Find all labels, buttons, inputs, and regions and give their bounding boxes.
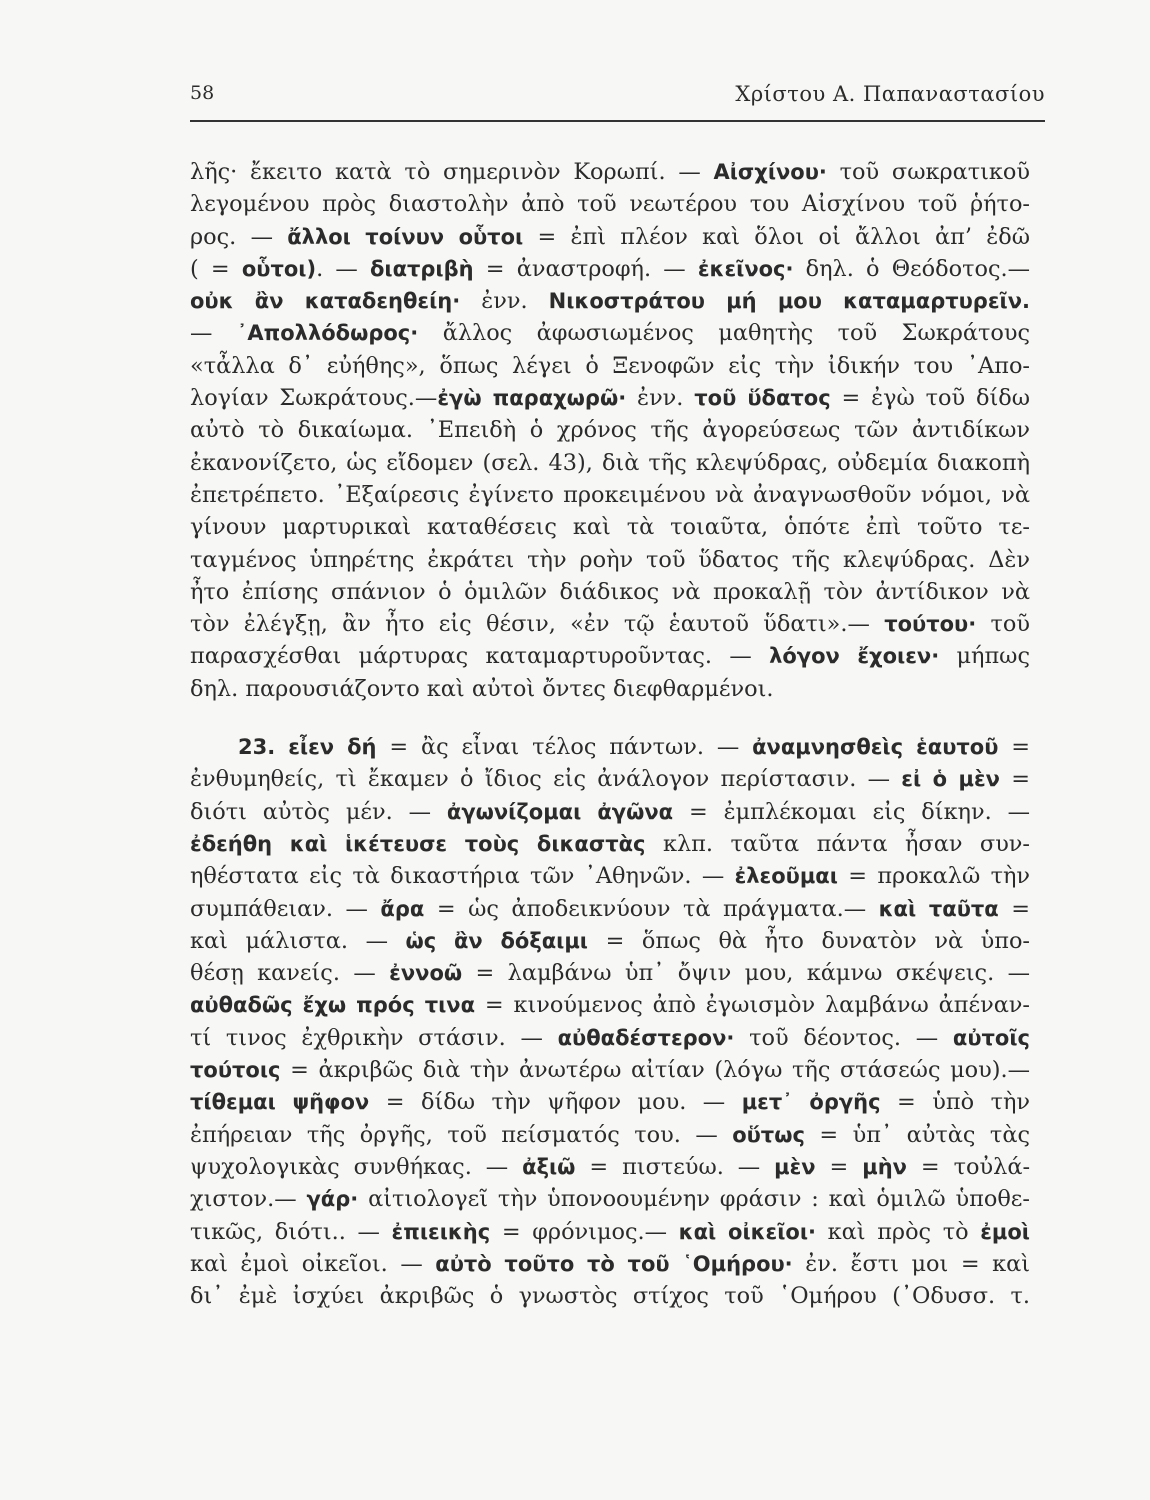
text-run: ταγμένος ὑπηρέτης ἐκράτει τὴν ροὴν τοῦ ὕδατος τῆς κλεψύδρας. Δὲν xyxy=(190,546,1030,573)
text-line xyxy=(190,317,1030,349)
text-line xyxy=(190,156,1030,188)
bold-term: ᾽Απολλόδωρος· xyxy=(236,321,419,346)
paragraph-gap xyxy=(190,705,1030,731)
bold-term: ἄλλοι τοίνυν οὗτοι xyxy=(287,224,524,249)
bold-term: μὲν xyxy=(774,1154,816,1179)
text-run: = ἐμπλέκομαι εἰς δίκην. — xyxy=(673,798,1030,825)
bold-term: μετ᾽ ὀργῆς xyxy=(741,1090,881,1115)
text-run: καὶ ἐμοὶ οἰκεῖοι. — xyxy=(190,1250,436,1277)
text-run: = ἀναστροφή. — xyxy=(473,255,698,282)
text-line xyxy=(190,1280,1030,1312)
text-run: παρασχέσθαι μάρτυρας καταμαρτυροῦντας. — xyxy=(190,643,770,670)
text-line xyxy=(190,1216,1030,1248)
text-run: = ἐπὶ πλέον καὶ ὅλοι οἱ ἄλλοι ἀπ’ ἐδῶ xyxy=(523,223,1030,250)
text-line xyxy=(190,731,1030,763)
text-line xyxy=(190,1054,1030,1086)
text-line xyxy=(190,285,1030,317)
text-run: = xyxy=(815,1153,863,1180)
bold-term: ἐγὼ παραχωρῶ· xyxy=(437,386,627,411)
text-run: ψυχολογικὰς συνθήκας. — xyxy=(190,1153,523,1180)
text-run: ( = xyxy=(190,255,242,282)
bold-term: οὕτως xyxy=(732,1122,805,1147)
text-line xyxy=(190,828,1030,860)
text-run: = ἂς εἶναι τέλος πάντων. — xyxy=(376,734,753,761)
text-line xyxy=(190,1151,1030,1183)
text-run: = προκαλῶ τὴν xyxy=(837,863,1030,890)
text-run: λῆς· ἔκειτο κατὰ τὸ σημερινὸν Κορωπί. — xyxy=(190,159,714,185)
text-line xyxy=(190,640,1030,672)
bold-term: μὴν xyxy=(862,1154,907,1179)
bold-term: Αἰσχίνου· xyxy=(713,160,827,184)
text-line xyxy=(190,253,1030,285)
text-run: = ὡς ἀποδεικνύουν τὰ πράγματα.— xyxy=(424,895,879,922)
text-run: λογίαν Σωκράτους.— xyxy=(190,385,438,412)
text-line xyxy=(190,576,1030,608)
text-run: ἐνν. xyxy=(626,385,695,412)
bold-term: ἀξιῶ xyxy=(522,1154,576,1179)
text-line xyxy=(190,957,1030,989)
bold-term: ἀναμνησθεὶς ἑαυτοῦ xyxy=(752,735,999,760)
text-run: = ὑπ᾽ αὐτὰς τὰς xyxy=(804,1121,1030,1148)
text-line xyxy=(190,447,1030,479)
bold-term: τοῦ ὕδατος xyxy=(694,386,831,411)
bold-term: ἐδεήθη καὶ ἱκέτευσε τοὺς δικαστὰς xyxy=(190,831,646,856)
text-line xyxy=(190,1183,1030,1215)
text-run: ἐπετρέπετο. ᾽Εξαίρεσις ἐγίνετο προκειμένου νὰ ἀναγνωσθοῦν νόμοι, νὰ xyxy=(190,481,1030,508)
text-run: αὐτὸ τὸ δικαίωμα. ᾽Επειδὴ ὁ χρόνος τῆς ἀγορεύσεως τῶν ἀντιδίκων xyxy=(190,417,1030,444)
text-line xyxy=(190,479,1030,511)
bold-term: αὐτὸ τοῦτο τὸ τοῦ ῾Ομήρου· xyxy=(435,1251,793,1276)
text-line xyxy=(190,1086,1030,1118)
text-run: = ὑπὸ τὴν xyxy=(880,1089,1031,1116)
page-header xyxy=(190,82,1045,122)
text-run: = ἀκριβῶς διὰ τὴν ἀνωτέρω αἰτίαν (λόγω τῆς στάσεώς μου).— xyxy=(280,1057,1030,1084)
text-line xyxy=(190,382,1030,414)
text-run: συμπάθειαν. — xyxy=(190,895,381,922)
text-run: — xyxy=(190,320,237,347)
text-run: θέσῃ κανείς. — xyxy=(190,960,390,987)
bold-term: τίθεμαι ψῆφον xyxy=(190,1090,370,1115)
text-run: γίνουν μαρτυρικαὶ καταθέσεις καὶ τὰ τοιαῦτα, ὁπότε ἐπὶ τοῦτο τε- xyxy=(190,514,1030,541)
text-run: διότι αὐτὸς μέν. — xyxy=(190,798,447,825)
body-text xyxy=(190,156,1030,1312)
text-run: = τοὐλά- xyxy=(906,1153,1031,1180)
text-run: ἐνθυμηθείς, τὶ ἔκαμεν ὁ ἴδιος εἰς ἀνάλογον περίστασιν. — xyxy=(190,766,902,793)
text-run: = xyxy=(999,766,1030,793)
bold-term: ἐμοὶ xyxy=(980,1219,1030,1244)
bold-term: ἐκεῖνος· xyxy=(697,256,794,281)
text-line xyxy=(190,860,1030,892)
text-line xyxy=(190,1248,1030,1280)
header-rule xyxy=(190,120,1045,122)
text-line xyxy=(190,511,1030,543)
text-line xyxy=(190,1119,1030,1151)
bold-term: καὶ ταῦτα xyxy=(878,896,999,921)
paragraph-2 xyxy=(190,731,1030,1312)
text-run: ἐν. ἔστι μοι = καὶ xyxy=(792,1250,1031,1277)
text-run: χιστον.— xyxy=(190,1186,307,1213)
bold-term: 23. εἶεν δή xyxy=(238,735,377,760)
text-run: τί τινος ἐχθρικὴν στάσιν. — xyxy=(190,1024,558,1051)
bold-term: ὡς ἂν δόξαιμι xyxy=(405,928,588,953)
text-run: ἐπήρειαν τῆς ὀργῆς, τοῦ πείσματός του. — xyxy=(190,1121,733,1148)
text-run: ἐνν. xyxy=(460,288,549,315)
bold-term: οὗτοι) xyxy=(241,256,317,281)
bold-term: ἐπιεικὴς xyxy=(391,1219,491,1244)
text-line xyxy=(190,1022,1030,1054)
text-run: δηλ. ὁ Θεόδοτος.— xyxy=(793,255,1031,282)
bold-term: λόγον ἔχοιεν· xyxy=(769,644,940,669)
text-line xyxy=(190,188,1030,220)
text-run: . — xyxy=(316,255,370,282)
bold-term: Νικοστράτου μή μου καταμαρτυρεῖν. xyxy=(548,289,1030,314)
bold-term: ἐλεοῦμαι xyxy=(734,864,838,889)
text-run: δι᾽ ἐμὲ ἰσχύει ἀκριβῶς ὁ γνωστὸς στίχος τοῦ ῾Ομήρου (᾽Οδυσσ. τ. xyxy=(190,1283,1030,1310)
bold-term: αὐθαδέστερον· xyxy=(557,1025,735,1050)
text-run: τοῦ σωκρατικοῦ xyxy=(826,159,1030,185)
text-run: κλπ. ταῦτα πάντα ἦσαν συν- xyxy=(645,830,1030,857)
bold-term: ἐννοῶ xyxy=(389,961,463,986)
text-line xyxy=(190,414,1030,446)
text-line xyxy=(190,763,1030,795)
bold-term: αὐθαδῶς ἔχω πρός τινα xyxy=(190,993,476,1018)
paragraph-1 xyxy=(190,156,1030,705)
text-line xyxy=(190,893,1030,925)
text-run: ρος. — xyxy=(190,223,288,250)
bold-term: διατριβὴ xyxy=(369,256,474,281)
text-run: ἄλλος ἀφωσιωμένος μαθητὴς τοῦ Σωκράτους xyxy=(418,320,1030,347)
text-run: αἰτιολογεῖ τὴν ὑπονοουμένην φράσιν : καὶ ὁμιλῶ ὑποθε- xyxy=(358,1186,1030,1213)
text-run: = λαμβάνω ὑπ᾽ ὄψιν μου, κάμνω σκέψεις. — xyxy=(462,960,1030,987)
text-run: ἐκανονίζετο, ὡς εἴδομεν (σελ. 43), διὰ τῆς κλεψύδρας, οὐδεμία διακοπὴ xyxy=(190,449,1030,476)
text-run: δηλ. παρουσιάζοντο καὶ αὐτοὶ ὄντες διεφθαρμένοι. xyxy=(190,675,774,702)
text-run: = xyxy=(998,734,1031,761)
text-run: «τἆλλα δ᾽ εὐήθης», ὅπως λέγει ὁ Ξενοφῶν εἰς τὴν ἰδικήν του ᾽Απο- xyxy=(190,352,1030,379)
text-run: = δίδω τὴν ψῆφον μου. — xyxy=(369,1089,742,1116)
text-line xyxy=(190,608,1030,640)
text-run: καὶ μάλιστα. — xyxy=(190,927,406,954)
text-run: λεγομένου πρὸς διαστολὴν ἀπὸ τοῦ νεωτέρου του Αἰσχίνου τοῦ ῥήτο- xyxy=(190,191,1030,218)
text-run: τοῦ xyxy=(976,611,1030,638)
text-line xyxy=(190,673,1030,705)
text-run: τοῦ δέοντος. — xyxy=(734,1024,953,1051)
text-line xyxy=(190,925,1030,957)
text-run: = κινούμενος ἀπὸ ἐγωισμὸν λαμβάνω ἀπέναν- xyxy=(475,992,1030,1019)
bold-term: ἀγωνίζομαι ἀγῶνα xyxy=(446,799,674,824)
bold-term: γάρ· xyxy=(306,1187,359,1212)
text-run: τὸν ἐλέγξῃ, ἂν ἦτο εἰς θέσιν, «ἐν τῷ ἑαυτοῦ ὕδατι».— xyxy=(190,611,885,638)
text-run: = ἐγὼ τοῦ δίδω xyxy=(830,385,1030,412)
text-run: ἦτο ἐπίσης σπάνιον ὁ ὁμιλῶν διάδικος νὰ προκαλῇ τὸν ἀντίδικον νὰ xyxy=(190,578,1030,605)
bold-term: καὶ οἰκεῖοι· xyxy=(678,1219,817,1244)
bold-term: τούτοις xyxy=(190,1058,281,1083)
bold-term: εἰ ὁ μὲν xyxy=(901,767,1000,792)
bold-term: οὐκ ἂν καταδεηθείη· xyxy=(190,289,461,314)
text-run: = πιστεύω. — xyxy=(575,1153,775,1180)
text-line xyxy=(190,989,1030,1021)
text-run: καὶ πρὸς τὸ xyxy=(816,1218,981,1245)
text-run: τικῶς, διότι.. — xyxy=(190,1218,392,1245)
text-run: ηθέστατα εἰς τὰ δικαστήρια τῶν ᾽Αθηνῶν. — xyxy=(190,863,735,890)
text-run: = φρόνιμος.— xyxy=(490,1218,679,1245)
bold-term: αὐτοῖς xyxy=(952,1025,1030,1050)
text-run: μήπως xyxy=(939,643,1030,670)
page-number: 58 xyxy=(190,82,215,104)
text-run: = ὅπως θὰ ἦτο δυνατὸν νὰ ὑπο- xyxy=(588,927,1031,954)
running-head: Χρίστου Α. Παπαναστασίου xyxy=(735,82,1045,106)
bold-term: τούτου· xyxy=(884,612,977,637)
text-run: = xyxy=(998,895,1030,922)
text-line xyxy=(190,796,1030,828)
text-line xyxy=(190,221,1030,253)
bold-term: ἄρα xyxy=(380,896,425,921)
text-line xyxy=(190,544,1030,576)
text-line xyxy=(190,350,1030,382)
